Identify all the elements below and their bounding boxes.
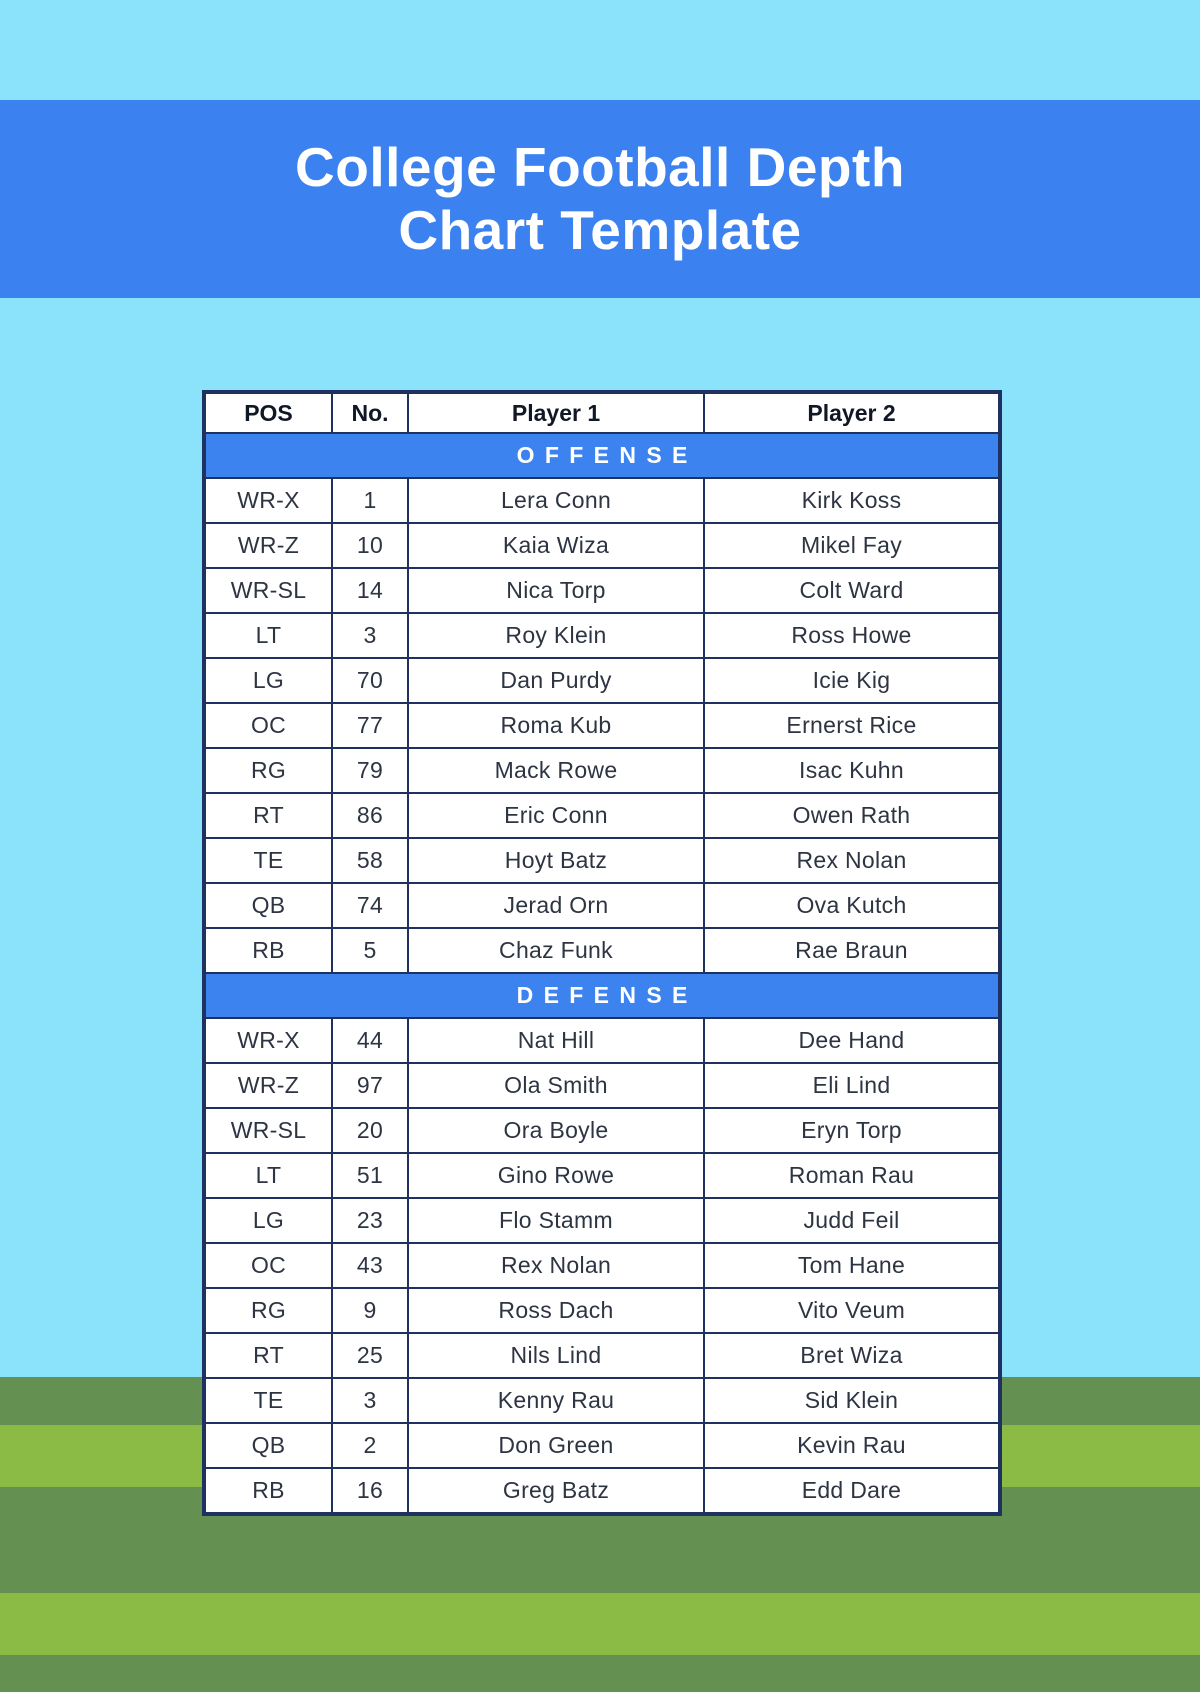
pos-cell: LT: [204, 1153, 332, 1198]
pos-cell: RG: [204, 748, 332, 793]
player2-cell: Owen Rath: [704, 793, 1000, 838]
player1-cell: Jerad Orn: [408, 883, 704, 928]
player2-cell: Sid Klein: [704, 1378, 1000, 1423]
number-cell: 14: [332, 568, 408, 613]
player2-cell: Tom Hane: [704, 1243, 1000, 1288]
number-cell: 25: [332, 1333, 408, 1378]
number-cell: 1: [332, 478, 408, 523]
player2-cell: Mikel Fay: [704, 523, 1000, 568]
player1-cell: Lera Conn: [408, 478, 704, 523]
player2-cell: Edd Dare: [704, 1468, 1000, 1514]
player1-cell: Nat Hill: [408, 1018, 704, 1063]
table-row: [204, 793, 1000, 838]
table-row: [204, 478, 1000, 523]
table-header-row: [204, 392, 1000, 433]
player2-cell: Rae Braun: [704, 928, 1000, 973]
number-cell: 74: [332, 883, 408, 928]
pos-cell: RB: [204, 1468, 332, 1514]
pos-cell: RG: [204, 1288, 332, 1333]
number-cell: 97: [332, 1063, 408, 1108]
player1-cell: Hoyt Batz: [408, 838, 704, 883]
table-row: [204, 658, 1000, 703]
player2-cell: Ernerst Rice: [704, 703, 1000, 748]
player1-cell: Eric Conn: [408, 793, 704, 838]
pos-cell: WR-Z: [204, 523, 332, 568]
title-banner: [0, 100, 1200, 298]
column-header-pos: POS: [204, 392, 332, 433]
player1-cell: Gino Rowe: [408, 1153, 704, 1198]
table-row: [204, 1108, 1000, 1153]
table-row: [204, 1198, 1000, 1243]
player2-cell: Isac Kuhn: [704, 748, 1000, 793]
pos-cell: LT: [204, 613, 332, 658]
table-row: [204, 1288, 1000, 1333]
number-cell: 9: [332, 1288, 408, 1333]
player2-cell: Icie Kig: [704, 658, 1000, 703]
table-row: [204, 1063, 1000, 1108]
number-cell: 58: [332, 838, 408, 883]
number-cell: 3: [332, 613, 408, 658]
table-row: [204, 1018, 1000, 1063]
pos-cell: QB: [204, 1423, 332, 1468]
number-cell: 5: [332, 928, 408, 973]
table-row: [204, 1153, 1000, 1198]
player2-cell: Ova Kutch: [704, 883, 1000, 928]
player1-cell: Nica Torp: [408, 568, 704, 613]
player2-cell: Roman Rau: [704, 1153, 1000, 1198]
player2-cell: Bret Wiza: [704, 1333, 1000, 1378]
table-row: [204, 613, 1000, 658]
pos-cell: RT: [204, 1333, 332, 1378]
pos-cell: LG: [204, 658, 332, 703]
pos-cell: LG: [204, 1198, 332, 1243]
table-row: [204, 1243, 1000, 1288]
player1-cell: Greg Batz: [408, 1468, 704, 1514]
pos-cell: QB: [204, 883, 332, 928]
number-cell: 70: [332, 658, 408, 703]
pos-cell: RT: [204, 793, 332, 838]
pos-cell: TE: [204, 1378, 332, 1423]
number-cell: 16: [332, 1468, 408, 1514]
pos-cell: WR-X: [204, 1018, 332, 1063]
player1-cell: Rex Nolan: [408, 1243, 704, 1288]
pos-cell: WR-Z: [204, 1063, 332, 1108]
page-title-line-2: Chart Template: [398, 199, 802, 261]
table-row: [204, 1423, 1000, 1468]
number-cell: 43: [332, 1243, 408, 1288]
table-row: [204, 568, 1000, 613]
number-cell: 20: [332, 1108, 408, 1153]
page-title-line-1: College Football Depth: [295, 136, 905, 198]
table-row: [204, 928, 1000, 973]
pos-cell: WR-SL: [204, 1108, 332, 1153]
field-stripe-dark: [0, 1655, 1200, 1692]
pos-cell: OC: [204, 1243, 332, 1288]
number-cell: 10: [332, 523, 408, 568]
pos-cell: TE: [204, 838, 332, 883]
pos-cell: OC: [204, 703, 332, 748]
section-label: OFFENSE: [204, 433, 1000, 478]
section-header-offense: [204, 433, 1000, 478]
player2-cell: Kirk Koss: [704, 478, 1000, 523]
table-row: [204, 748, 1000, 793]
player2-cell: Dee Hand: [704, 1018, 1000, 1063]
table-row: [204, 1468, 1000, 1514]
column-header-player2: Player 2: [704, 392, 1000, 433]
number-cell: 2: [332, 1423, 408, 1468]
player1-cell: Ola Smith: [408, 1063, 704, 1108]
table-row: [204, 1378, 1000, 1423]
depth-chart: [202, 390, 1002, 1516]
column-header-player1: Player 1: [408, 392, 704, 433]
player1-cell: Kaia Wiza: [408, 523, 704, 568]
number-cell: 51: [332, 1153, 408, 1198]
player1-cell: Mack Rowe: [408, 748, 704, 793]
table-row: [204, 838, 1000, 883]
table-row: [204, 883, 1000, 928]
field-stripe-light: [0, 1593, 1200, 1655]
table-row: [204, 523, 1000, 568]
number-cell: 79: [332, 748, 408, 793]
player2-cell: Rex Nolan: [704, 838, 1000, 883]
depth-chart-table: [202, 390, 1002, 1516]
number-cell: 3: [332, 1378, 408, 1423]
pos-cell: WR-SL: [204, 568, 332, 613]
number-cell: 44: [332, 1018, 408, 1063]
pos-cell: WR-X: [204, 478, 332, 523]
player2-cell: Judd Feil: [704, 1198, 1000, 1243]
pos-cell: RB: [204, 928, 332, 973]
player2-cell: Vito Veum: [704, 1288, 1000, 1333]
section-label: DEFENSE: [204, 973, 1000, 1018]
player1-cell: Ora Boyle: [408, 1108, 704, 1153]
player1-cell: Ross Dach: [408, 1288, 704, 1333]
player2-cell: Eryn Torp: [704, 1108, 1000, 1153]
player1-cell: Roy Klein: [408, 613, 704, 658]
number-cell: 86: [332, 793, 408, 838]
player1-cell: Flo Stamm: [408, 1198, 704, 1243]
player1-cell: Chaz Funk: [408, 928, 704, 973]
player1-cell: Don Green: [408, 1423, 704, 1468]
player2-cell: Eli Lind: [704, 1063, 1000, 1108]
player1-cell: Dan Purdy: [408, 658, 704, 703]
section-header-defense: [204, 973, 1000, 1018]
player2-cell: Colt Ward: [704, 568, 1000, 613]
player2-cell: Kevin Rau: [704, 1423, 1000, 1468]
player1-cell: Nils Lind: [408, 1333, 704, 1378]
table-row: [204, 703, 1000, 748]
player2-cell: Ross Howe: [704, 613, 1000, 658]
number-cell: 23: [332, 1198, 408, 1243]
number-cell: 77: [332, 703, 408, 748]
player1-cell: Roma Kub: [408, 703, 704, 748]
table-row: [204, 1333, 1000, 1378]
player1-cell: Kenny Rau: [408, 1378, 704, 1423]
column-header-number: No.: [332, 392, 408, 433]
